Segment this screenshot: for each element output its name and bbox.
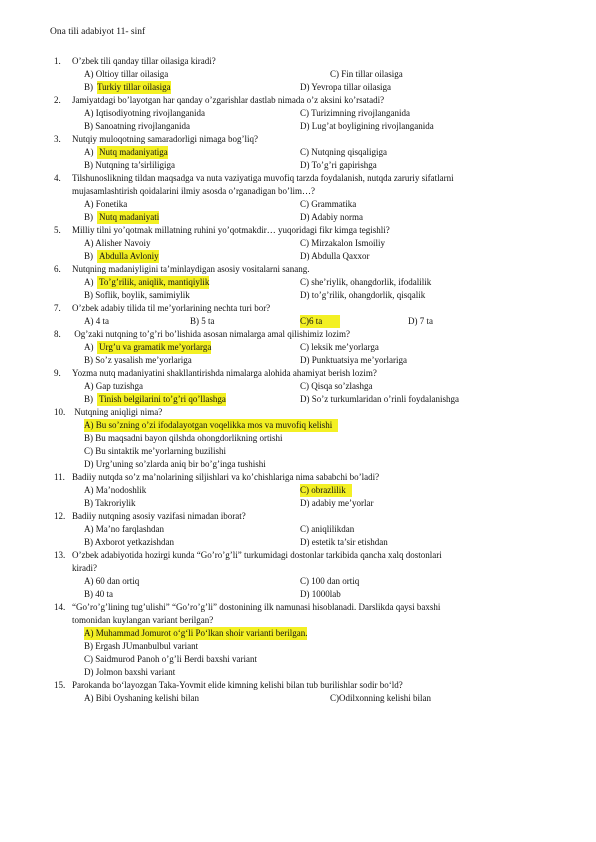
question-text: Nutqning aniqligi nima? — [72, 407, 163, 417]
question-2 — [54, 94, 574, 107]
question-text: Milliy tilni yo’qotmak millatning ruhini yo’qotmakdir… yuqoridagi fikr kimga tegishli? — [72, 225, 390, 235]
option: A) Iqtisodiyotning rivojlanganida — [84, 108, 205, 118]
question-text: Nutqning madaniyligini ta’minlaydigan asosiy vositalarni sanang. — [72, 264, 310, 274]
option: D) Adabiy norma — [300, 212, 363, 222]
question-9 — [54, 367, 574, 380]
question-5 — [54, 224, 574, 237]
option: C) leksik me’yorlarga — [300, 342, 379, 352]
option-letter: B) — [84, 394, 93, 404]
question-7 — [54, 302, 574, 315]
option: C) Nutqning qisqaligiga — [300, 147, 387, 157]
option: D) Abdulla Qaxxor — [300, 251, 370, 261]
option: D) Jolmon baxshi variant — [84, 667, 176, 677]
question-10 — [54, 406, 574, 419]
correct-answer-highlight: Abdulla Avloniy — [99, 251, 159, 261]
question-number: 5. — [54, 225, 61, 235]
question-4 — [54, 172, 574, 185]
question-number: 4. — [54, 173, 61, 183]
option: D) 1000lab — [300, 589, 341, 599]
question-text: Og’zaki nutqning to’g’ri bo’lishida asosan nimalarga amal qilishimiz lozim? — [72, 329, 351, 339]
option: C) Mirzakalon Ismoiliy — [300, 238, 385, 248]
option: D) Punktuatsiya me’yorlariga — [300, 355, 407, 365]
question-text: Tilshunoslikning tildan maqsadga va nuta vaziyatiga muvofiq tarzda foydalanish, nutqda zaruriy sifatlarni — [72, 173, 454, 183]
question-text: Badiiy nutqda so’z ma’nolarining siljishlari va ko’chishlariga nima sababchi bo’ladi? — [72, 472, 380, 482]
option: C)Odilxonning kelishi bilan — [330, 693, 431, 703]
question-3 — [54, 133, 574, 146]
option: C) Turizimning rivojlanganida — [300, 108, 410, 118]
question-6 — [54, 263, 574, 276]
question-number: 13. — [54, 550, 66, 560]
question-text-continued: mujasamlashtirish qoidalarini ilmiy asosda o’rganadigan bo’lim…? — [72, 186, 316, 196]
option-letter: A) — [84, 342, 94, 352]
option: C) Bu sintaktik me’yorlarning buzilishi — [84, 446, 226, 456]
question-text: O’zbek adabiyotida hozirgi kunda “Go’ro’g’li” turkumidagi dostonlar tarkibida qancha xalq dostonlari — [72, 550, 442, 560]
option: D) To’g’ri gapirishga — [300, 160, 377, 170]
question-number: 8. — [54, 329, 61, 339]
question-text: Badiiy nutqning asosiy vazifasi nimadan iborat? — [72, 511, 246, 521]
question-12 — [54, 510, 574, 523]
option: C) Grammatika — [300, 199, 357, 209]
option: A) Oltioy tillar oilasiga — [84, 69, 169, 79]
question-11 — [54, 471, 574, 484]
question-text: “Go’ro’g’lining tug’ulishi” “Go’ro’g’li” dostonining ilk namunasi hisoblanadi. Darslikda qaysi baxshi — [72, 602, 441, 612]
question-text: Parokanda bo‘layozgan Taka-Yovmit elide kimning kelishi bilan tub burilishlar sodir bo‘ld? — [72, 680, 403, 690]
option: B) Nutqning ta’sirliligiga — [84, 160, 175, 170]
document-title: Ona tili adabiyot 11- sinf — [50, 27, 146, 37]
option: B) Bu maqsadni bayon qilshda ohongdorlikning ortishi — [84, 433, 283, 443]
option-letter: A) — [84, 147, 94, 157]
question-text: O’zbek adabiy tilida til me’yorlarining nechta turi bor? — [72, 303, 271, 313]
question-14 — [54, 601, 574, 614]
option: D) So’z turkumlaridan o’rinli foydalanishga — [300, 394, 459, 404]
option: B) 40 ta — [84, 589, 113, 599]
question-text: Jamiyatdagi bo’layotgan har qanday o’zgarishlar dastlab nimada o’z aksini ko’rsatadi? — [72, 95, 385, 105]
question-text: Nutqiy muloqotning samaradorligi nimaga bog’liq? — [72, 134, 258, 144]
option-letter: B) — [84, 251, 93, 261]
option: D) to’g’rilik, ohangdorlik, qisqalik — [300, 290, 426, 300]
correct-answer-highlight: C)6 ta — [300, 315, 340, 328]
correct-answer-highlight: Nutq madaniyatiga — [99, 147, 168, 157]
question-number: 12. — [54, 511, 66, 521]
option-letter: B) — [84, 212, 93, 222]
correct-answer-highlight: A) Muhammad Jomurot o‘g‘li Po‘lkan shoir varianti berilgan. — [84, 628, 308, 638]
option: A) 4 ta — [84, 316, 109, 326]
option: A) 60 dan ortiq — [84, 576, 140, 586]
question-text-continued: kiradi? — [72, 563, 97, 573]
option: A) Gap tuzishga — [84, 381, 143, 391]
correct-answer-highlight: Urg’u va gramatik me’yorlarga — [99, 342, 212, 352]
question-15 — [54, 679, 574, 692]
question-number: 15. — [54, 680, 66, 690]
option: D) Lug’at boyligining rivojlanganida — [300, 121, 434, 131]
option: B) Sanoatning rivojlanganida — [84, 121, 190, 131]
correct-answer-highlight: Turkiy tillar oilasiga — [97, 82, 171, 92]
option: C) Fin tillar oilasiga — [330, 69, 403, 79]
option-letter: B) — [84, 82, 93, 92]
option: B) 5 ta — [190, 316, 215, 326]
correct-answer-highlight: Nutq madaniyati — [99, 212, 160, 222]
question-text: Yozma nutq madaniyatini shakllantirishda nimalarga alohida ahamiyat berish lozim? — [72, 368, 377, 378]
option: B) Ergash JUmanbulbul variant — [84, 641, 199, 651]
option: C) Qisqa so’zlashga — [300, 381, 373, 391]
question-number: 9. — [54, 368, 61, 378]
question-8 — [54, 328, 574, 341]
option: C) aniqlilikdan — [300, 524, 355, 534]
correct-answer-highlight: C) obrazlilik — [300, 484, 352, 497]
option: C) Saidmurod Panoh o’g’li Berdi baxshi variant — [84, 654, 257, 664]
option: D) Yevropa tillar oilasiga — [300, 82, 391, 92]
option: A) Bibi Oyshaning kelishi bilan — [84, 693, 199, 703]
question-text: O’zbek tili qanday tillar oilasiga kiradi? — [72, 56, 216, 66]
question-number: 11. — [54, 472, 65, 482]
question-number: 6. — [54, 264, 61, 274]
option: D) Urg’uning so’zlarda aniq bir bo’g’inga tushishi — [84, 459, 266, 469]
correct-answer-highlight: A) Bu so’zning o’zi ifodalayotgan voqelikka mos va muvofiq kelishi — [84, 419, 338, 432]
option: A) Alisher Navoiy — [84, 238, 151, 248]
question-number: 1. — [54, 56, 61, 66]
option: D) estetik ta’sir etishdan — [300, 537, 388, 547]
correct-answer-highlight: Tinish belgilarini to’g’ri qo’llashga — [99, 394, 226, 404]
option: D) adabiy me’yorlar — [300, 498, 374, 508]
question-number: 7. — [54, 303, 61, 313]
question-number: 3. — [54, 134, 61, 144]
question-text-continued: tomonidan kuylangan variant berilgan? — [72, 615, 214, 625]
option: B) So’z yasalish me’yorlariga — [84, 355, 192, 365]
option: A) Ma’no farqlashdan — [84, 524, 164, 534]
correct-answer-highlight: To’g’rilik, aniqlik, mantiqiylik — [99, 277, 210, 287]
option: C) she’riylik, ohangdorlik, ifodalilik — [300, 277, 432, 287]
option-letter: A) — [84, 277, 94, 287]
option: B) Axborot yetkazishdan — [84, 537, 174, 547]
option: D) 7 ta — [408, 316, 433, 326]
option: C) 100 dan ortiq — [300, 576, 360, 586]
question-number: 14. — [54, 602, 66, 612]
question-number: 10. — [54, 407, 66, 417]
option: B) Soflik, boylik, samimiylik — [84, 290, 190, 300]
option: A) Ma’nodoshlik — [84, 485, 147, 495]
question-13 — [54, 549, 574, 562]
question-1 — [54, 55, 574, 68]
option: A) Fonetika — [84, 199, 128, 209]
option: B) Takroriylik — [84, 498, 136, 508]
question-number: 2. — [54, 95, 61, 105]
